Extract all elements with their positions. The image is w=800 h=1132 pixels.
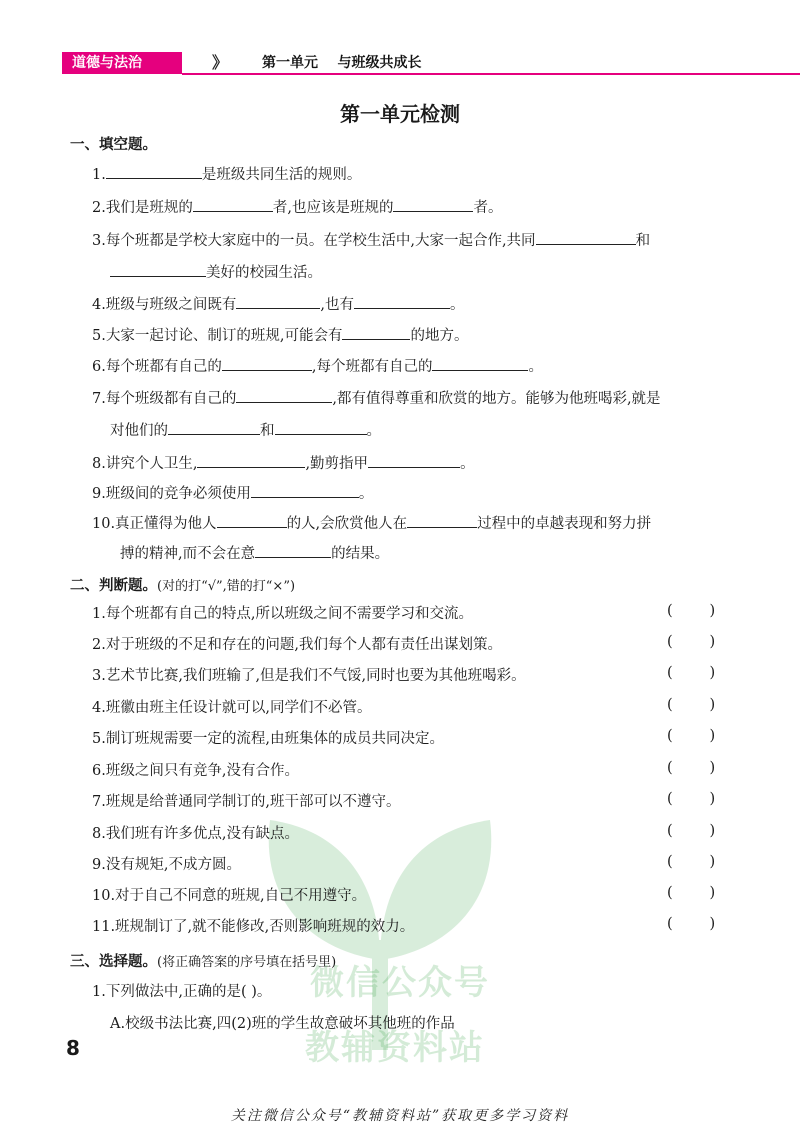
fill-item: 7.每个班级都有自己的 ,都有值得尊重和欣赏的地方。能够为他班喝彩,就是: [92, 386, 661, 410]
judge-item: 11.班规制订了,就不能修改,否则影响班规的效力。: [92, 919, 415, 935]
unit-title: 第一单元 与班级共成长: [262, 55, 422, 71]
judge-item: 9.没有规矩,不成方圆。: [92, 857, 241, 873]
answer-blank[interactable]: [193, 195, 273, 212]
answer-blank[interactable]: [236, 386, 332, 403]
fill-item: 5.大家一起讨论、制订的班规,可能会有 的地方。: [92, 323, 468, 347]
fill-item: 8.讲究个人卫生, ,勤剪指甲 。: [92, 451, 475, 475]
judge-item: 3.艺术节比赛,我们班输了,但是我们不气馁,同时也要为其他班喝彩。: [92, 668, 526, 684]
header-rule: [182, 73, 800, 75]
fill-item: 4.班级与班级之间既有 ,也有 。: [92, 292, 464, 316]
judge-item: 6.班级之间只有竞争,没有合作。: [92, 763, 299, 779]
page-header: [62, 52, 800, 78]
answer-blank[interactable]: [536, 228, 636, 245]
watermark-text: 教辅资料站: [305, 1028, 485, 1068]
answer-blank[interactable]: [106, 162, 202, 179]
answer-parentheses[interactable]: ( ): [667, 760, 716, 776]
judge-item: 10.对于自己不同意的班规,自己不用遵守。: [92, 888, 367, 904]
answer-blank[interactable]: [251, 481, 359, 498]
answer-blank[interactable]: [110, 260, 206, 277]
fill-item: 2.我们是班规的 者,也应该是班规的 者。: [92, 195, 502, 219]
choice-question: 1.下列做法中,正确的是( )。: [92, 984, 272, 1000]
watermark-text: 微信公众号: [310, 963, 490, 1003]
subject-tag: 道德与法治: [62, 52, 182, 74]
answer-parentheses[interactable]: ( ): [667, 791, 716, 807]
fill-item: 9.班级间的竞争必须使用 。: [92, 481, 373, 505]
footer-note: 关注微信公众号“教辅资料站”获取更多学习资料: [230, 1108, 570, 1124]
answer-blank[interactable]: [275, 418, 367, 435]
answer-parentheses[interactable]: ( ): [667, 916, 716, 932]
section-heading: 二、判断题。(对的打“√”,错的打“×”): [70, 578, 296, 594]
judge-item: 4.班徽由班主任设计就可以,同学们不必管。: [92, 700, 372, 716]
judge-item: 2.对于班级的不足和存在的问题,我们每个人都有责任出谋划策。: [92, 637, 502, 653]
answer-parentheses[interactable]: ( ): [667, 697, 716, 713]
answer-parentheses[interactable]: ( ): [667, 603, 716, 619]
answer-parentheses[interactable]: ( ): [667, 634, 716, 650]
answer-parentheses[interactable]: ( ): [667, 854, 716, 870]
answer-blank[interactable]: [407, 511, 477, 528]
answer-blank[interactable]: [255, 541, 331, 558]
answer-parentheses[interactable]: ( ): [667, 823, 716, 839]
answer-parentheses[interactable]: ( ): [667, 665, 716, 681]
page-number: 8: [66, 1036, 80, 1060]
answer-blank[interactable]: [197, 451, 305, 468]
fill-item: 3.每个班都是学校大家庭中的一员。在学校生活中,大家一起合作,共同 和: [92, 228, 650, 252]
answer-blank[interactable]: [236, 292, 320, 309]
chevron-icon: 》: [212, 53, 229, 72]
fill-item: 6.每个班都有自己的 ,每个班都有自己的 。: [92, 354, 543, 378]
section-heading: 一、填空题。: [70, 137, 157, 153]
answer-blank[interactable]: [342, 323, 410, 340]
choice-option[interactable]: A.校级书法比赛,四(2)班的学生故意破坏其他班的作品: [110, 1016, 455, 1032]
fill-item-continued: 对他们的 和 。: [110, 418, 381, 442]
answer-blank[interactable]: [368, 451, 460, 468]
answer-blank[interactable]: [222, 354, 312, 371]
fill-item-continued: 美好的校园生活。: [110, 260, 322, 284]
answer-blank[interactable]: [432, 354, 528, 371]
answer-blank[interactable]: [217, 511, 287, 528]
judge-item: 1.每个班都有自己的特点,所以班级之间不需要学习和交流。: [92, 606, 473, 622]
answer-blank[interactable]: [393, 195, 473, 212]
fill-item: 1. 是班级共同生活的规则。: [92, 162, 361, 186]
judge-item: 7.班规是给普通同学制订的,班干部可以不遵守。: [92, 794, 401, 810]
answer-parentheses[interactable]: ( ): [667, 728, 716, 744]
fill-item-continued: 搏的精神,而不会在意 的结果。: [120, 541, 389, 565]
answer-parentheses[interactable]: ( ): [667, 885, 716, 901]
answer-blank[interactable]: [168, 418, 260, 435]
fill-item: 10.真正懂得为他人 的人,会欣赏他人在 过程中的卓越表现和努力拼: [92, 511, 651, 535]
judge-item: 5.制订班规需要一定的流程,由班集体的成员共同决定。: [92, 731, 444, 747]
section-heading: 三、选择题。(将正确答案的序号填在括号里): [70, 954, 337, 970]
page-title: 第一单元检测: [340, 102, 460, 126]
judge-item: 8.我们班有许多优点,没有缺点。: [92, 826, 299, 842]
answer-blank[interactable]: [354, 292, 450, 309]
